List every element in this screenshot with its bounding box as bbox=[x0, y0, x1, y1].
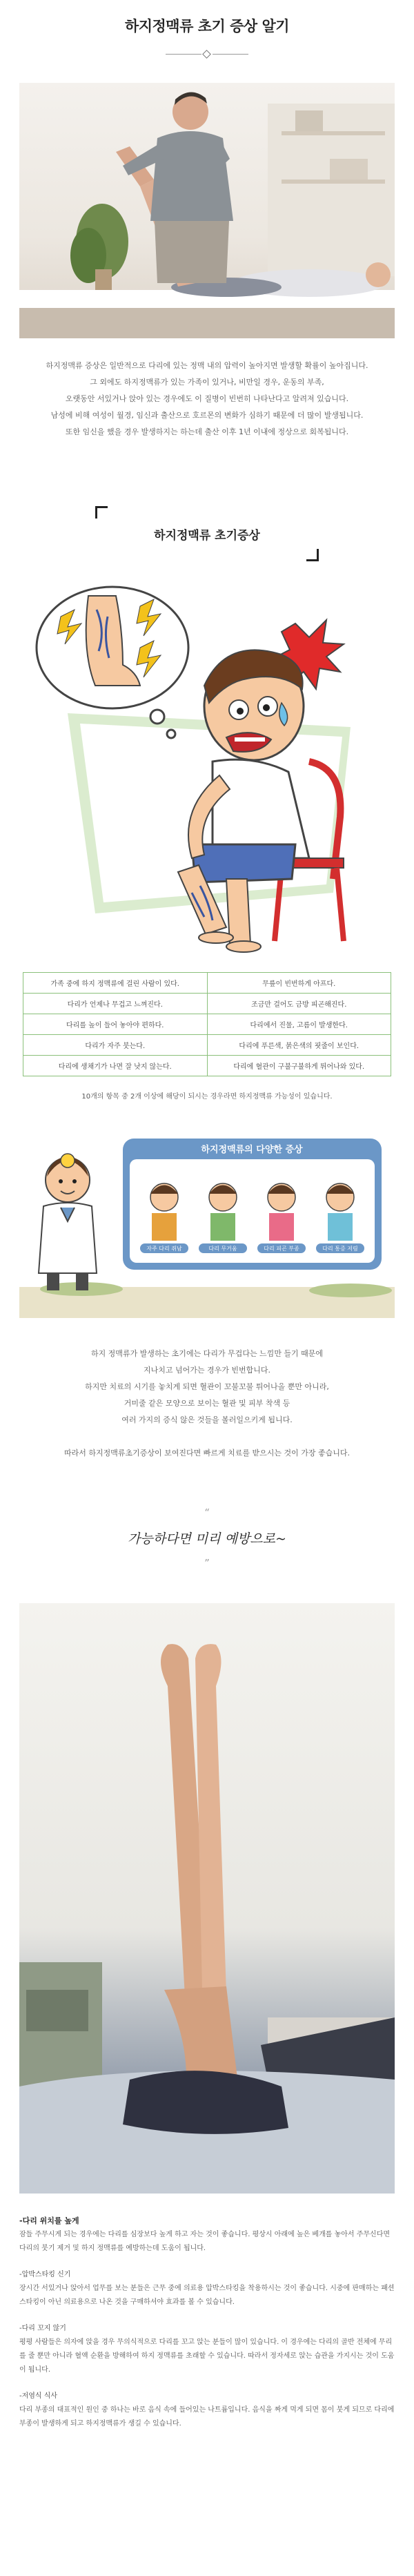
raised-legs-photo bbox=[19, 1603, 395, 2194]
table-cell: 다리에서 진물, 고름이 발생한다. bbox=[207, 1014, 391, 1035]
table-cell: 가족 중에 하지 정맥류에 걸린 사람이 있다. bbox=[23, 973, 208, 994]
table-row bbox=[23, 1056, 391, 1076]
body-line: 하지 정맥류가 발생하는 초기에는 다리가 무겁다는 느낌만 들기 때문에 bbox=[90, 1349, 324, 1358]
table-cell: 다리가 자주 붓는다. bbox=[23, 1035, 208, 1056]
quote-open-icon: “ bbox=[204, 1507, 210, 1519]
tip-text: 다리 부종의 대표적인 원인 중 하나는 바로 음식 속에 들어있는 나트륨입니다. 음식을 짜게 먹게 되면 몸이 붓게 되므로 다리에 부종이 발생하게 되고 하지정맥류가 생길 수 있습니다. bbox=[19, 2406, 395, 2428]
table-note: 10개의 항목 중 2개 이상에 해당이 되시는 경우라면 하지정맥류 가능성이 있습니다. bbox=[81, 1093, 333, 1101]
tip-title: -저염식 식사 bbox=[19, 2392, 58, 2400]
leg-pain-illustration bbox=[19, 568, 395, 955]
tip-title: -압박스타킹 신기 bbox=[19, 2271, 71, 2278]
body-text bbox=[28, 1346, 386, 1462]
corner-bracket-icon bbox=[95, 506, 108, 519]
title-divider bbox=[166, 51, 248, 58]
tip-text: 장시간 서있거나 앉아서 업무를 보는 분들은 근무 중에 의료용 압박스타킹을 착용하시는 것이 좋습니다. 시중에 판매하는 패션 스타킹이 아닌 의료용으로 나온 것을 구매하셔야 효과를 볼 수 있습니다. bbox=[19, 2285, 395, 2306]
table-cell: 다리를 높이 들어 놓아야 편하다. bbox=[23, 1014, 208, 1035]
intro-line: 또한 임신을 했을 경우 발생하지는 하는데 출산 이후 1년 이내에 정상으로 회복됩니다. bbox=[65, 427, 349, 436]
table-cell: 다리가 언제나 무겁고 느껴진다. bbox=[23, 994, 208, 1014]
table-cell: 조금만 걸어도 금방 피곤해진다. bbox=[207, 994, 391, 1014]
body-line: 따라서 하지정맥류초기증상이 보여진다면 빠르게 치료를 받으시는 것이 가장 좋습니다. bbox=[63, 1449, 350, 1458]
table-row bbox=[23, 1035, 391, 1056]
tip-text: 잠들 주무시게 되는 경우에는 다리를 심장보다 높게 하고 자는 것이 좋습니다. 평상시 아래에 높은 베개를 놓아서 주무신다면 다리의 붓기 제거 및 하지 정맥류를 예방하는데 도움이 됩니다. bbox=[19, 2231, 391, 2252]
body-line: 하지만 치료의 시기를 놓치게 되면 혈관이 꼬불꼬불 튀어나올 뿐만 아니라, bbox=[85, 1382, 329, 1391]
table-row bbox=[23, 1014, 391, 1035]
quote-close-icon: ” bbox=[204, 1557, 210, 1569]
prevention-title: 가능하다면 미리 예방으로~ bbox=[128, 1531, 286, 1547]
body-line bbox=[28, 1429, 386, 1445]
table-cell: 다리에 푸른색, 붉은색의 핏줄이 보인다. bbox=[207, 1035, 391, 1056]
prevention-heading bbox=[0, 1507, 414, 1603]
body-line: 거미줄 같은 모양으로 보이는 혈관 및 피부 착색 등 bbox=[124, 1399, 290, 1408]
intro-line: 그 외에도 하지정맥류가 있는 가족이 있거나, 비만일 경우, 운동의 부족, bbox=[90, 378, 324, 387]
symptom-checklist-table bbox=[23, 972, 391, 1076]
intro-text bbox=[28, 358, 386, 440]
card-label: 다리 통증 저림 bbox=[322, 1246, 358, 1252]
table-cell: 다리에 생채기가 나면 잘 낫지 않는다. bbox=[23, 1056, 208, 1076]
panel-title: 하지정맥류의 다양한 증상 bbox=[201, 1145, 303, 1155]
prevention-tips bbox=[19, 2214, 395, 2431]
doctor-symptoms-illustration bbox=[19, 1118, 395, 1318]
card-label: 자주 다리 쥐남 bbox=[146, 1246, 182, 1252]
tip-title: -다리 위치를 높게 bbox=[19, 2216, 79, 2225]
corner-bracket-icon bbox=[306, 549, 319, 561]
page-title: 하지정맥류 초기 증상 알기 bbox=[124, 18, 290, 35]
tip-text: 평평 사람들은 의자에 앉을 경우 무의식적으로 다리를 꼬고 앉는 분들이 많이 있습니다. 이 경우에는 다리의 골반 전체에 무리를 줄 뿐만 아니라 혈액 순환을 방해하여 하지 정맥류를 초래할 수 있습니다. 따라서 정자세로 앉는 습관을 가지시는 것이 도움이 됩니다. bbox=[19, 2338, 395, 2374]
table-row bbox=[23, 994, 391, 1014]
table-row bbox=[23, 973, 391, 994]
page-header bbox=[0, 0, 414, 83]
intro-line: 남성에 비해 여성이 월경, 임신과 출산으로 호르몬의 변화가 심하기 때문에 더 많이 발생됩니다. bbox=[50, 411, 364, 420]
diamond-ornament bbox=[202, 50, 211, 59]
card-label: 다리 무거움 bbox=[208, 1246, 237, 1252]
section-title: 하지정맥류 초기증상 bbox=[154, 529, 260, 543]
table-cell: 다리에 혈관이 구불구불하게 튀어나와 있다. bbox=[207, 1056, 391, 1076]
intro-line: 오랫동안 서있거나 앉아 있는 경우에도 이 질병이 빈번히 나타난다고 알려져 있습니다. bbox=[65, 394, 349, 403]
body-line: 지나치고 넘어가는 경우가 빈번합니다. bbox=[143, 1366, 270, 1375]
tip-title: -다리 꼬지 않기 bbox=[19, 2325, 66, 2332]
early-symptoms-heading bbox=[0, 506, 414, 561]
body-line: 여러 가지의 증식 않은 것들을 볼러일으키게 됩니다. bbox=[121, 1415, 293, 1424]
card-label: 다리 피곤 부종 bbox=[264, 1246, 299, 1252]
table-cell: 무릎이 빈번하게 아프다. bbox=[207, 973, 391, 994]
doctor-exam-photo bbox=[19, 83, 395, 338]
intro-line: 하지정맥류 증상은 일반적으로 다리에 있는 정맥 내의 압력이 높아지면 발생할 확률이 높아집니다. bbox=[46, 361, 368, 370]
